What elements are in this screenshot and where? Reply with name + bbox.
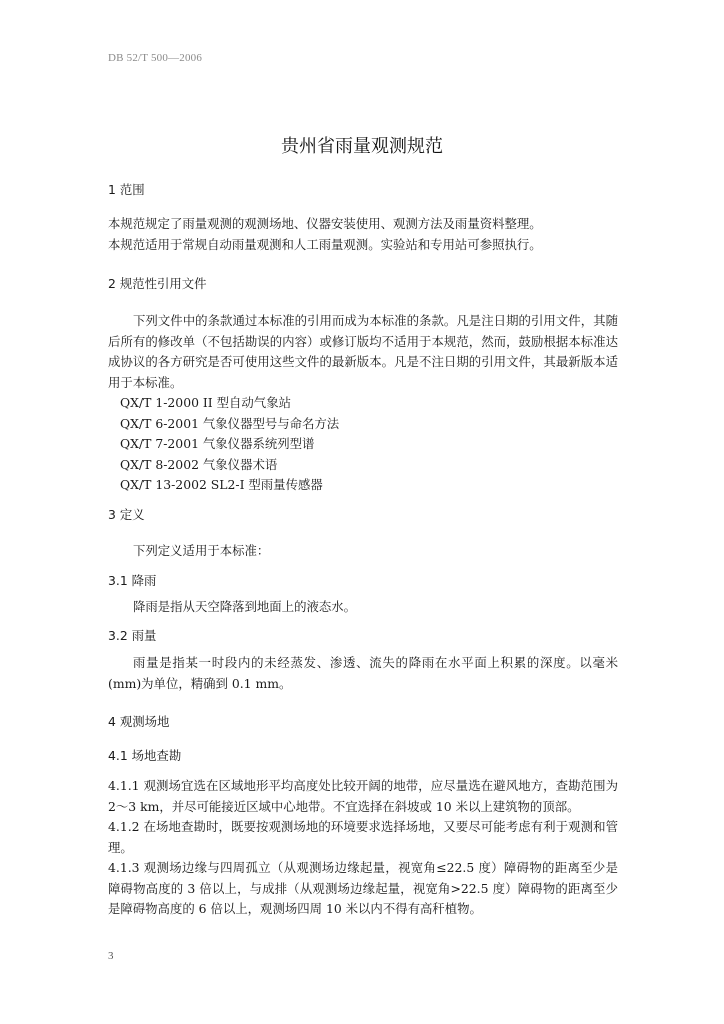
- normative-references-paragraph: 下列文件中的条款通过本标准的引用而成为本标准的条款。凡是注日期的引用文件，其随后所有的修改单（不包括勘误的内容）或修订版均不适用于本规范，然而，鼓励根据本标准达成协议的各方研究是否可使用这些文件的最新版本。凡是不注日期的引用文件，其最新版本适用于本标准。: [108, 313, 618, 390]
- reference-item: QX/T 1-2000 II 型自动气象站: [120, 395, 291, 410]
- section-1-body: [108, 214, 618, 255]
- document-title: 贵州省雨量观测规范: [281, 136, 443, 157]
- definition-3-2-text: 雨量是指某一时段内的未经蒸发、渗透、流失的降雨在水平面上积累的深度。以毫米(mm)为单位，精确到 0.1 mm。: [108, 655, 618, 691]
- section-2-body: [108, 311, 618, 496]
- section-3-heading: 3 定义: [108, 507, 145, 522]
- clause-4-1-1: 4.1.1 观测场宜选在区域地形平均高度处比较开阔的地带，应尽量选在避风地方，查勘范围为 2～3 km，并尽可能接近区域中心地带。不宜选择在斜坡或 10 米以上建筑物的顶部。: [108, 778, 618, 814]
- section-2: [108, 274, 618, 295]
- definition-3-2: [108, 626, 618, 647]
- section-1: [108, 180, 618, 201]
- definition-3-1-body: [108, 597, 618, 618]
- scope-line-1: 本规范规定了雨量观测的观测场地、仪器安装使用、观测方法及雨量资料整理。: [108, 216, 542, 231]
- definition-3-1-text: 降雨是指从天空降落到地面上的液态水。: [133, 599, 357, 614]
- section-4-heading: 4 观测场地: [108, 714, 170, 729]
- section-1-heading: 1 范围: [108, 182, 145, 197]
- definition-3-1-heading: 3.1 降雨: [108, 573, 157, 588]
- definition-3-1: [108, 571, 618, 592]
- subsection-4-1-heading: 4.1 场地查勘: [108, 748, 182, 763]
- subsection-4-1: [108, 746, 618, 767]
- subsection-4-1-body: [108, 776, 618, 920]
- section-3: [108, 505, 618, 526]
- reference-item: QX/T 13-2002 SL2-I 型雨量传感器: [120, 477, 323, 492]
- running-header: DB 52/T 500—2006: [108, 52, 203, 64]
- clause-4-1-2: 4.1.2 在场地查勘时，既要按观测场地的环境要求选择场地，又要尽可能考虑有利于观测和管理。: [108, 819, 618, 855]
- definition-3-2-body: [108, 653, 618, 694]
- definition-3-2-heading: 3.2 雨量: [108, 628, 157, 643]
- section-2-heading: 2 规范性引用文件: [108, 276, 207, 291]
- reference-item: QX/T 8-2002 气象仪器术语: [120, 456, 278, 472]
- section-3-intro: [108, 541, 618, 562]
- reference-item: QX/T 6-2001 气象仪器型号与命名方法: [120, 415, 340, 431]
- section-4: [108, 712, 618, 733]
- definitions-intro: 下列定义适用于本标准：: [133, 543, 270, 558]
- page-number: 3: [108, 950, 114, 962]
- clause-4-1-3: 4.1.3 观测场边缘与四周孤立（从观测场边缘起量，视宽角≤22.5 度）障碍物的距离至少是障碍物高度的 3 倍以上，与成排（从观测场边缘起量，视宽角>22.5 度）障碍物的距离至少是障碍物高度的 6 倍以上，观测场四周 10 米以内不得有高秆植物。: [108, 860, 618, 916]
- reference-item: QX/T 7-2001 气象仪器系统列型谱: [120, 436, 315, 451]
- scope-line-2: 本规范适用于常规自动雨量观测和人工雨量观测。实验站和专用站可参照执行。: [108, 236, 542, 252]
